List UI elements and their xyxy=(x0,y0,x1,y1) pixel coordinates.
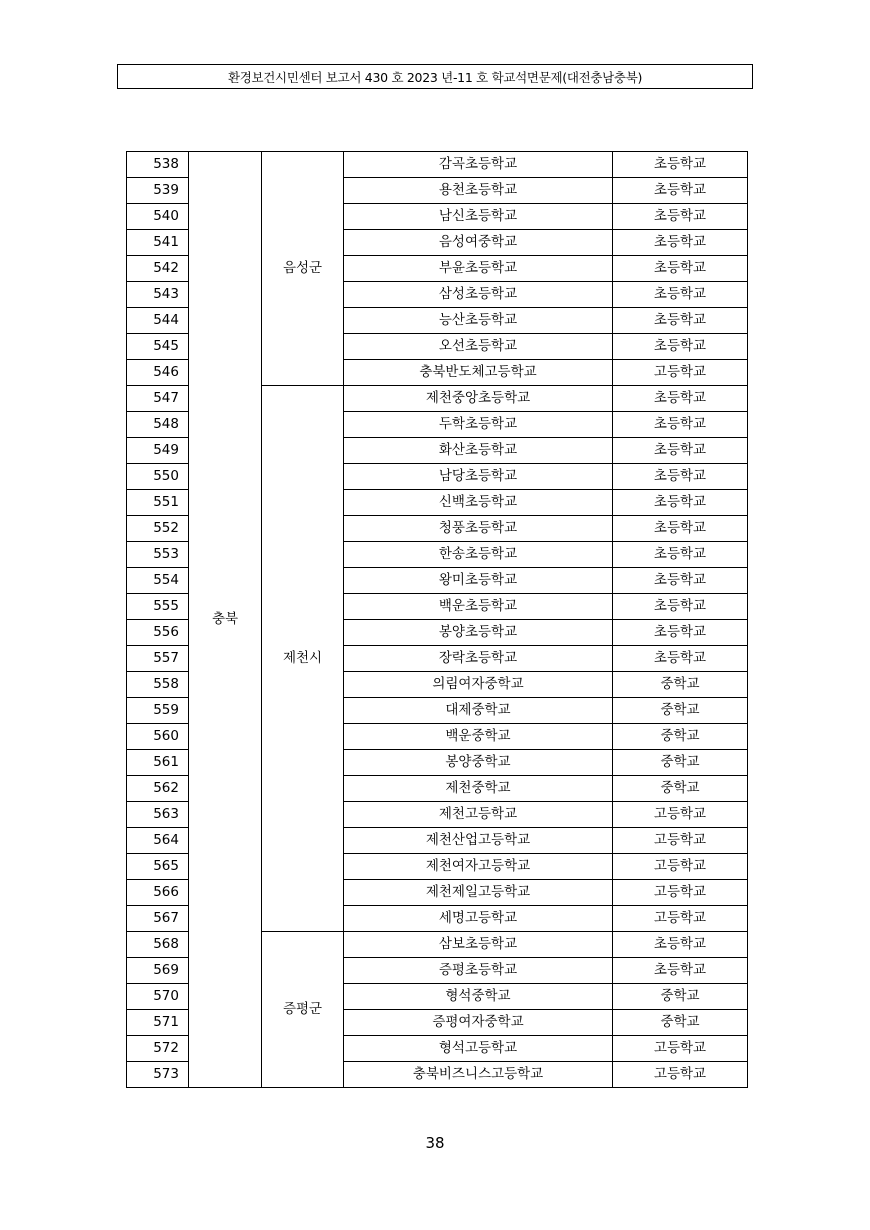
school-name-cell: 감곡초등학교 xyxy=(344,152,613,178)
school-name-cell: 형석중학교 xyxy=(344,984,613,1010)
school-name-cell: 제천고등학교 xyxy=(344,802,613,828)
school-type-cell: 고등학교 xyxy=(613,360,748,386)
row-number-cell: 562 xyxy=(127,776,189,802)
school-name-cell: 남신초등학교 xyxy=(344,204,613,230)
row-number-cell: 549 xyxy=(127,438,189,464)
school-name-cell: 봉양초등학교 xyxy=(344,620,613,646)
row-number-cell: 540 xyxy=(127,204,189,230)
school-name-cell: 화산초등학교 xyxy=(344,438,613,464)
school-list-table-body xyxy=(127,152,748,1088)
school-name-cell: 제천산업고등학교 xyxy=(344,828,613,854)
school-type-cell: 초등학교 xyxy=(613,386,748,412)
school-type-cell: 중학교 xyxy=(613,750,748,776)
row-number-cell: 557 xyxy=(127,646,189,672)
school-name-cell: 제천중학교 xyxy=(344,776,613,802)
school-name-cell: 증평초등학교 xyxy=(344,958,613,984)
school-name-cell: 삼보초등학교 xyxy=(344,932,613,958)
row-number-cell: 561 xyxy=(127,750,189,776)
school-type-cell: 고등학교 xyxy=(613,828,748,854)
school-type-cell: 중학교 xyxy=(613,984,748,1010)
row-number-cell: 564 xyxy=(127,828,189,854)
school-type-cell: 초등학교 xyxy=(613,464,748,490)
school-name-cell: 두학초등학교 xyxy=(344,412,613,438)
school-name-cell: 용천초등학교 xyxy=(344,178,613,204)
school-type-cell: 중학교 xyxy=(613,698,748,724)
school-type-cell: 초등학교 xyxy=(613,230,748,256)
school-type-cell: 초등학교 xyxy=(613,308,748,334)
school-type-cell: 초등학교 xyxy=(613,204,748,230)
row-number-cell: 542 xyxy=(127,256,189,282)
school-name-cell: 대제중학교 xyxy=(344,698,613,724)
school-list-table xyxy=(126,151,748,1088)
school-type-cell: 중학교 xyxy=(613,776,748,802)
province-cell: 충북 xyxy=(189,152,262,1088)
row-number-cell: 539 xyxy=(127,178,189,204)
school-type-cell: 고등학교 xyxy=(613,1062,748,1088)
page-number: 38 xyxy=(425,1134,445,1152)
school-name-cell: 충북반도체고등학교 xyxy=(344,360,613,386)
school-type-cell: 초등학교 xyxy=(613,646,748,672)
school-type-cell: 고등학교 xyxy=(613,802,748,828)
school-type-cell: 고등학교 xyxy=(613,906,748,932)
school-type-cell: 초등학교 xyxy=(613,542,748,568)
school-name-cell: 청풍초등학교 xyxy=(344,516,613,542)
row-number-cell: 568 xyxy=(127,932,189,958)
school-type-cell: 중학교 xyxy=(613,672,748,698)
row-number-cell: 570 xyxy=(127,984,189,1010)
report-header xyxy=(117,64,753,89)
table-row xyxy=(127,152,748,178)
row-number-cell: 552 xyxy=(127,516,189,542)
row-number-cell: 558 xyxy=(127,672,189,698)
school-name-cell: 신백초등학교 xyxy=(344,490,613,516)
school-name-cell: 한송초등학교 xyxy=(344,542,613,568)
school-type-cell: 초등학교 xyxy=(613,516,748,542)
school-type-cell: 초등학교 xyxy=(613,152,748,178)
school-name-cell: 제천여자고등학교 xyxy=(344,854,613,880)
row-number-cell: 544 xyxy=(127,308,189,334)
school-type-cell: 고등학교 xyxy=(613,880,748,906)
report-header-title: 환경보건시민센터 보고서 430 호 2023 년-11 호 학교석면문제(대전충남충북) xyxy=(227,69,643,85)
row-number-cell: 567 xyxy=(127,906,189,932)
row-number-cell: 546 xyxy=(127,360,189,386)
school-type-cell: 초등학교 xyxy=(613,490,748,516)
school-type-cell: 초등학교 xyxy=(613,958,748,984)
school-name-cell: 부윤초등학교 xyxy=(344,256,613,282)
school-name-cell: 삼성초등학교 xyxy=(344,282,613,308)
district-cell: 증평군 xyxy=(262,932,344,1088)
school-type-cell: 초등학교 xyxy=(613,282,748,308)
school-name-cell: 능산초등학교 xyxy=(344,308,613,334)
row-number-cell: 565 xyxy=(127,854,189,880)
school-name-cell: 세명고등학교 xyxy=(344,906,613,932)
row-number-cell: 550 xyxy=(127,464,189,490)
school-name-cell: 음성여중학교 xyxy=(344,230,613,256)
school-type-cell: 중학교 xyxy=(613,724,748,750)
row-number-cell: 548 xyxy=(127,412,189,438)
school-name-cell: 형석고등학교 xyxy=(344,1036,613,1062)
row-number-cell: 572 xyxy=(127,1036,189,1062)
school-type-cell: 초등학교 xyxy=(613,178,748,204)
row-number-cell: 559 xyxy=(127,698,189,724)
school-type-cell: 초등학교 xyxy=(613,620,748,646)
row-number-cell: 547 xyxy=(127,386,189,412)
school-name-cell: 남당초등학교 xyxy=(344,464,613,490)
row-number-cell: 573 xyxy=(127,1062,189,1088)
school-name-cell: 백운초등학교 xyxy=(344,594,613,620)
row-number-cell: 556 xyxy=(127,620,189,646)
row-number-cell: 571 xyxy=(127,1010,189,1036)
school-type-cell: 고등학교 xyxy=(613,854,748,880)
row-number-cell: 541 xyxy=(127,230,189,256)
school-type-cell: 초등학교 xyxy=(613,568,748,594)
row-number-cell: 553 xyxy=(127,542,189,568)
school-type-cell: 초등학교 xyxy=(613,594,748,620)
district-cell: 제천시 xyxy=(262,386,344,932)
school-type-cell: 초등학교 xyxy=(613,438,748,464)
school-type-cell: 초등학교 xyxy=(613,412,748,438)
school-type-cell: 초등학교 xyxy=(613,334,748,360)
school-name-cell: 증평여자중학교 xyxy=(344,1010,613,1036)
district-cell: 음성군 xyxy=(262,152,344,386)
row-number-cell: 563 xyxy=(127,802,189,828)
school-name-cell: 제천중앙초등학교 xyxy=(344,386,613,412)
row-number-cell: 560 xyxy=(127,724,189,750)
school-name-cell: 의림여자중학교 xyxy=(344,672,613,698)
school-type-cell: 초등학교 xyxy=(613,256,748,282)
school-name-cell: 왕미초등학교 xyxy=(344,568,613,594)
school-name-cell: 제천제일고등학교 xyxy=(344,880,613,906)
school-type-cell: 초등학교 xyxy=(613,932,748,958)
row-number-cell: 543 xyxy=(127,282,189,308)
row-number-cell: 551 xyxy=(127,490,189,516)
row-number-cell: 566 xyxy=(127,880,189,906)
row-number-cell: 554 xyxy=(127,568,189,594)
row-number-cell: 555 xyxy=(127,594,189,620)
school-name-cell: 충북비즈니스고등학교 xyxy=(344,1062,613,1088)
school-name-cell: 오선초등학교 xyxy=(344,334,613,360)
school-type-cell: 중학교 xyxy=(613,1010,748,1036)
school-name-cell: 장락초등학교 xyxy=(344,646,613,672)
row-number-cell: 569 xyxy=(127,958,189,984)
school-name-cell: 봉양중학교 xyxy=(344,750,613,776)
school-name-cell: 백운중학교 xyxy=(344,724,613,750)
row-number-cell: 538 xyxy=(127,152,189,178)
row-number-cell: 545 xyxy=(127,334,189,360)
school-type-cell: 고등학교 xyxy=(613,1036,748,1062)
